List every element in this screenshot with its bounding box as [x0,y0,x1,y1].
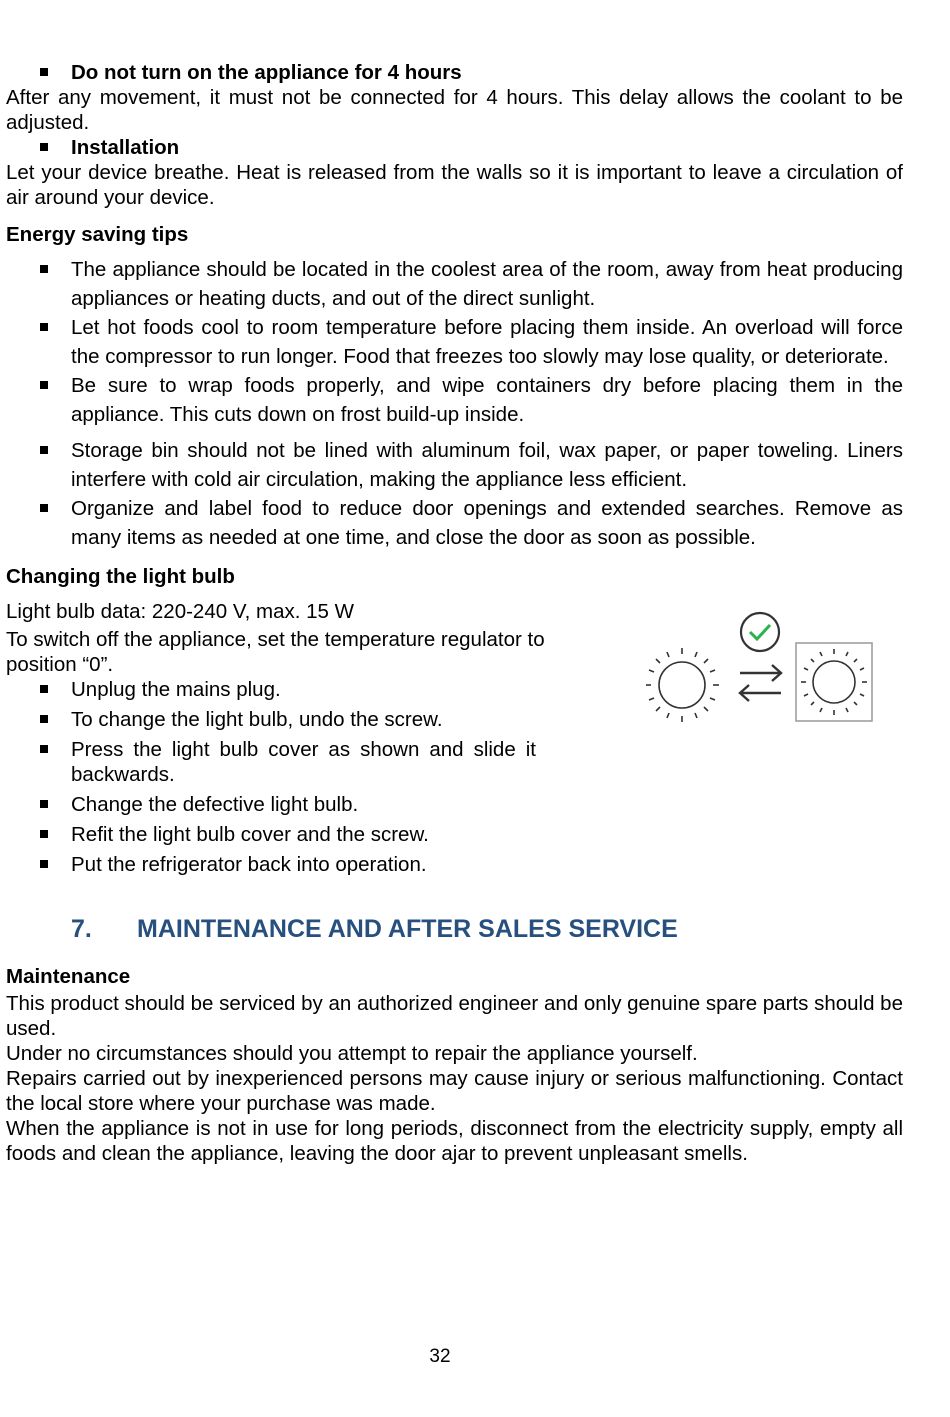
bulb-step: To change the light bulb, undo the screw. [6,707,596,732]
energy-tip: The appliance should be located in the coolest area of the room, away from heat producing appliances or heating ducts, and out of the direct sunlight. [6,255,903,313]
page-number: 32 [429,1346,451,1367]
manual-page [6,60,903,1166]
light-bulb-heading: Changing the light bulb [6,565,235,588]
light-bulb-diagram [646,609,878,725]
maintenance-paragraph: Repairs carried out by inexperienced persons may cause injury or serious malfunctioning. Contact the local store where your purchase was made. [6,1067,903,1115]
energy-tip: Organize and label food to reduce door openings and extended searches. Remove as many items as needed at one time, and close the door as soon as possible. [6,494,903,552]
sun-bulb-boxed-icon [796,643,872,721]
section-number: 7. [71,915,92,943]
installation-heading: Installation [6,135,903,160]
maintenance-paragraph: This product should be serviced by an authorized engineer and only genuine spare parts should be used. [6,992,903,1040]
light-bulb-section [6,599,903,877]
no-turn-on-heading: Do not turn on the appliance for 4 hours [6,60,903,85]
light-bulb-data: Light bulb data: 220-240 V, max. 15 W [6,600,354,623]
energy-tip: Be sure to wrap foods properly, and wipe containers dry before placing them in the appliance. This cuts down on frost build-up inside. [6,371,903,429]
swap-arrows-icon [740,665,781,701]
bulb-step: Put the refrigerator back into operation. [6,852,596,877]
maintenance-paragraph: Under no circumstances should you attempt to repair the appliance yourself. [6,1042,698,1065]
no-turn-on-text: After any movement, it must not be connected for 4 hours. This delay allows the coolant to be adjusted. [6,86,903,134]
energy-tips-list [6,255,903,552]
bulb-step: Press the light bulb cover as shown and slide it backwards. [6,737,596,787]
bulb-step: Refit the light bulb cover and the screw. [6,822,596,847]
section-7-heading [6,914,903,944]
bulb-step: Unplug the mains plug. [6,677,596,702]
check-circle-icon [741,613,779,651]
switch-off-text: To switch off the appliance, set the temperature regulator to position “0”. [6,628,545,676]
bulb-step: Change the defective light bulb. [6,792,596,817]
energy-tip: Let hot foods cool to room temperature before placing them inside. An overload will force the compressor to run longer. Food that freezes too slowly may lose quality, or deteriorate. [6,313,903,371]
energy-tip: Storage bin should not be lined with aluminum foil, wax paper, or paper toweling. Liners interfere with cold air circulation, making the appliance less efficient. [6,436,903,494]
maintenance-paragraph: When the appliance is not in use for long periods, disconnect from the electricity supply, empty all foods and clean the appliance, leaving the door ajar to prevent unpleasant smells. [6,1117,903,1165]
maintenance-heading: Maintenance [6,965,131,988]
sun-bulb-icon [646,648,719,722]
installation-text: Let your device breathe. Heat is released from the walls so it is important to leave a circulation of air around your device. [6,161,903,209]
energy-saving-heading: Energy saving tips [6,223,189,246]
section-title: MAINTENANCE AND AFTER SALES SERVICE [137,915,678,943]
